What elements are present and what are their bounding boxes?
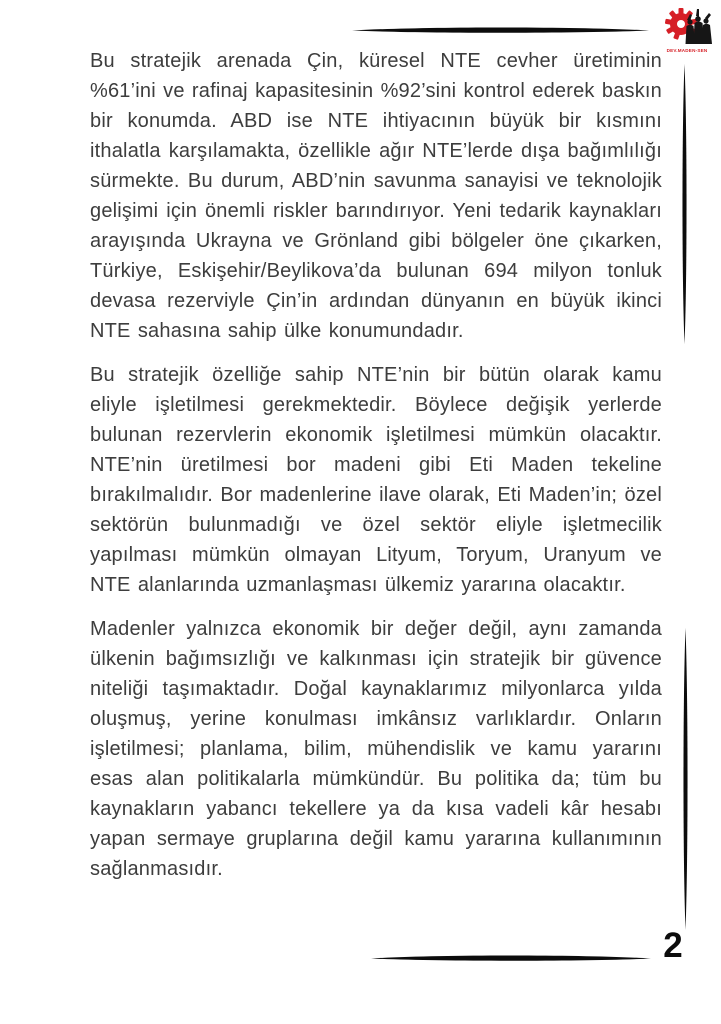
right-rule-top (681, 64, 688, 344)
union-logo (658, 6, 716, 58)
gear-miners-icon (660, 6, 714, 48)
union-logo-label: DEV.MADEN-SEN (666, 48, 708, 53)
right-rule-bottom (682, 628, 689, 930)
bottom-rule (371, 954, 651, 962)
paragraph-strategic-value: Madenler yalnızca ekonomik bir değer değil, aynı zamanda ülkenin bağımsızlığı ve kalkınması için stratejik bir güvence niteliği taşımaktadır. Doğal kaynaklarımız milyonlarca yılda oluşmuş, yerine konulması imkânsız varlıklardır. Onların işletilmesi; planlama, bilim, mühendislik ve kamu yararını esas alan politikalarla mümkündür. Bu politika da; tüm bu kaynakların yabancı tekellere ya da kısa vadeli kâr hesabı yapan sermaye gruplarına değil kamu yararına kullanımının sağlanmasıdır. (90, 618, 662, 880)
top-rule (352, 26, 649, 34)
paragraph-china-dominance: Bu stratejik arenada Çin, küresel NTE cevher üretiminin %61’ini ve rafinaj kapasitesinin %92’sini kontrol ederek baskın bir konumda. ABD ise NTE ihtiyacının büyük bir kısmını ithalatla karşılamakta, özellikle ağır NTE’lerde dışa bağımlılığı sürmekte. Bu durum, ABD’nin savunma sanayisi ve teknolojik gelişimi için önemli riskler barındırıyor. Yeni tedarik kaynakları arayışında Ukrayna ve Grönland gibi bölgeler öne çıkarken, Türkiye, Eskişehir/Beylikova’da bulunan 694 milyon tonluk devasa rezerviyle Çin’in ardından dünyanın en büyük ikinci NTE sahasına sahip ülke konumundadır. (90, 50, 662, 342)
paragraph-public-operation: Bu stratejik özelliğe sahip NTE’nin bir bütün olarak kamu eliyle işletilmesi gerekmektedir. Böylece değişik yerlerde bulunan rezervlerin ekonomik işletilmesi mümkün olacaktır. NTE’nin üretilmesi bor madeni gibi Eti Maden tekeline bırakılmalıdır. Bor madenlerine ilave olarak, Eti Maden’in; özel sektörün bulunmadığı ve özel sektör eliyle işletmecilik yapılması mümkün olmayan Lityum, Toryum, Uranyum ve NTE alanlarında uzmanlaşması ülkemiz yararına olacaktır. (90, 364, 662, 596)
page-number: 2 (663, 926, 683, 965)
article-body (90, 46, 662, 898)
